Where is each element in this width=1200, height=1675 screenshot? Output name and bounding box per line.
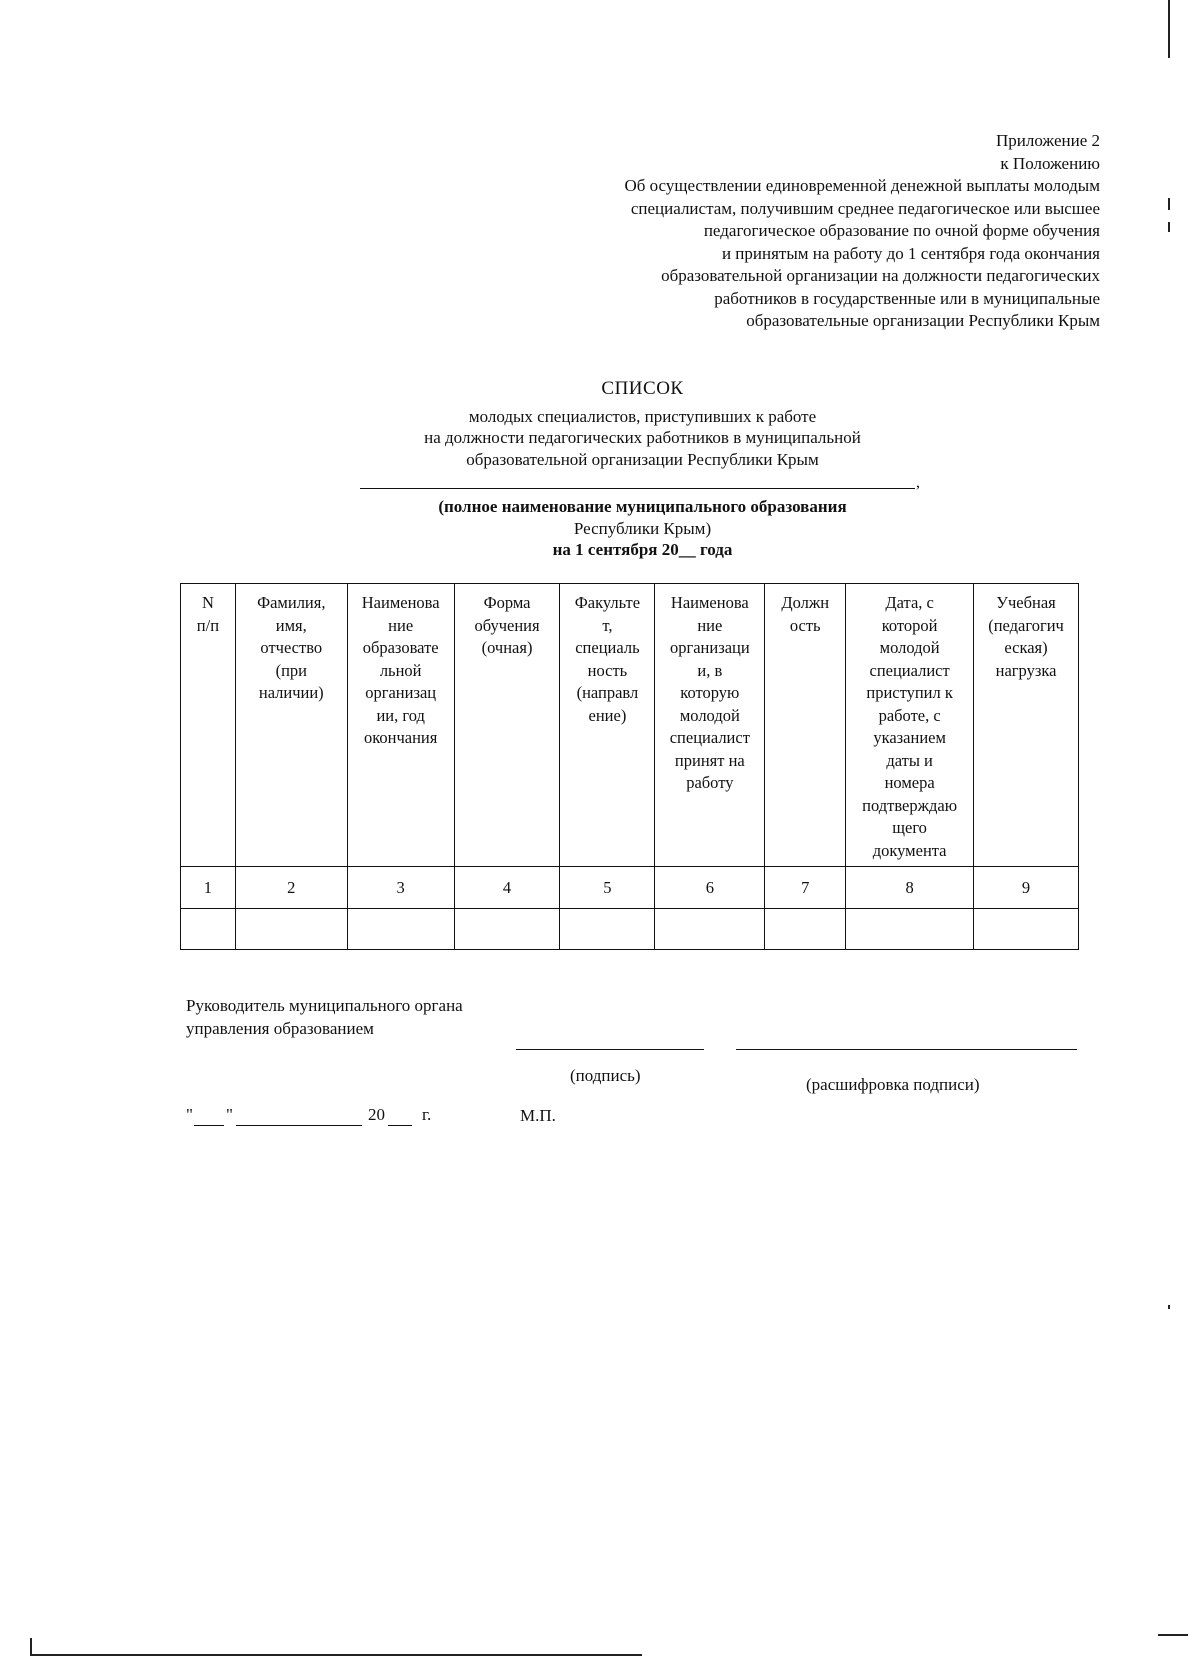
- empty-cell: [765, 909, 846, 950]
- appendix-line: Об осуществлении единовременной денежной выплаты молодым: [624, 176, 1100, 195]
- empty-cell: [454, 909, 560, 950]
- column-number-cell: 2: [235, 867, 347, 909]
- heading-line: образовательной организации Республики Крым: [466, 449, 819, 469]
- column-number-cell: 7: [765, 867, 846, 909]
- header-cell-full-name: Фамилия, имя, отчество (при наличии): [235, 584, 347, 867]
- header-cell-workload: Учебная (педагогич еская) нагрузка: [974, 584, 1079, 867]
- appendix-line: и принятым на работу до 1 сентября года окончания: [721, 243, 1100, 263]
- heading-line: на должности педагогических работников в муниципальной: [424, 428, 861, 447]
- appendix-header: [480, 130, 1100, 333]
- column-number-cell: 4: [454, 867, 560, 909]
- document-title: СПИСОК: [601, 378, 684, 399]
- date-quote-open: ": [186, 1105, 193, 1124]
- column-number-cell: 1: [181, 867, 236, 909]
- signer-title: [186, 995, 463, 1040]
- municipality-blank-line: [360, 488, 915, 489]
- heading-line: молодых специалистов, приступивших к работе: [468, 406, 817, 426]
- appendix-line: специалистам, получившим среднее педагогическое или высшее: [630, 198, 1100, 218]
- empty-cell: [974, 909, 1079, 950]
- signer-line: Руководитель муниципального органа: [186, 996, 463, 1015]
- scan-margin-mark: [1168, 1305, 1170, 1309]
- appendix-line: Приложение 2: [996, 131, 1100, 150]
- scan-margin-mark: [1168, 0, 1170, 58]
- scan-bottom-edge-line: [30, 1654, 642, 1656]
- column-number-cell: 9: [974, 867, 1079, 909]
- column-number-cell: 8: [846, 867, 974, 909]
- header-cell-number: N п/п: [181, 584, 236, 867]
- table-header-row: [181, 584, 1079, 867]
- empty-cell: [181, 909, 236, 950]
- specialists-table: [180, 583, 1079, 950]
- appendix-line: образовательные организации Республики Крым: [746, 311, 1100, 330]
- stamp-placeholder: М.П.: [520, 1106, 556, 1125]
- column-number-cell: 3: [347, 867, 454, 909]
- day-blank-line: [194, 1125, 224, 1126]
- date-quote-close: ": [226, 1105, 233, 1124]
- empty-cell: [655, 909, 765, 950]
- scan-bottom-edge-mark: [30, 1638, 32, 1655]
- year-suffix: г.: [422, 1105, 432, 1124]
- municipality-caption-line: Республики Крым): [573, 518, 712, 538]
- appendix-line: педагогическое образование по очной форме обучения: [703, 221, 1100, 240]
- appendix-line: работников в государственные или в муниципальные: [714, 288, 1100, 308]
- municipality-caption: [0, 496, 1200, 561]
- header-cell-position: Должн ость: [765, 584, 846, 867]
- scan-margin-mark: [1168, 198, 1170, 210]
- header-cell-study-form: Форма обучения (очная): [454, 584, 560, 867]
- scan-margin-mark: [1168, 222, 1170, 232]
- scan-edge-mark: [1158, 1634, 1188, 1636]
- column-number-cell: 5: [560, 867, 655, 909]
- blank-line-comma: ,: [916, 474, 920, 491]
- empty-cell: [235, 909, 347, 950]
- document-heading: [0, 378, 1200, 470]
- signature-decode-blank-line: [736, 1049, 1077, 1050]
- signature-caption: (подпись): [570, 1066, 641, 1085]
- year-blank-line: [388, 1125, 412, 1126]
- header-cell-employer: Наименова ние организаци и, в которую молодой специалист принят на работу: [655, 584, 765, 867]
- appendix-line: к Положению: [1000, 153, 1100, 173]
- table-empty-row: [181, 909, 1079, 950]
- table-number-row: [181, 867, 1079, 909]
- signer-line: управления образованием: [186, 1018, 374, 1038]
- header-cell-institution: Наименова ние образовате льной организац ии, год окончания: [347, 584, 454, 867]
- signature-blank-line: [516, 1049, 704, 1050]
- column-number-cell: 6: [655, 867, 765, 909]
- empty-cell: [846, 909, 974, 950]
- signature-decode-caption: (расшифровка подписи): [806, 1075, 980, 1094]
- appendix-line: образовательной организации на должности педагогических: [661, 266, 1100, 285]
- header-cell-faculty: Факульте т, специаль ность (направл ение): [560, 584, 655, 867]
- empty-cell: [560, 909, 655, 950]
- reporting-date: на 1 сентября 20__ года: [552, 540, 733, 559]
- municipality-caption-line: (полное наименование муниципального образования: [438, 497, 847, 516]
- month-blank-line: [236, 1125, 362, 1126]
- empty-cell: [347, 909, 454, 950]
- year-prefix: 20: [368, 1105, 385, 1124]
- header-cell-start-date: Дата, с которой молодой специалист приступил к работе, с указанием даты и номера подтверждаю щего документа: [846, 584, 974, 867]
